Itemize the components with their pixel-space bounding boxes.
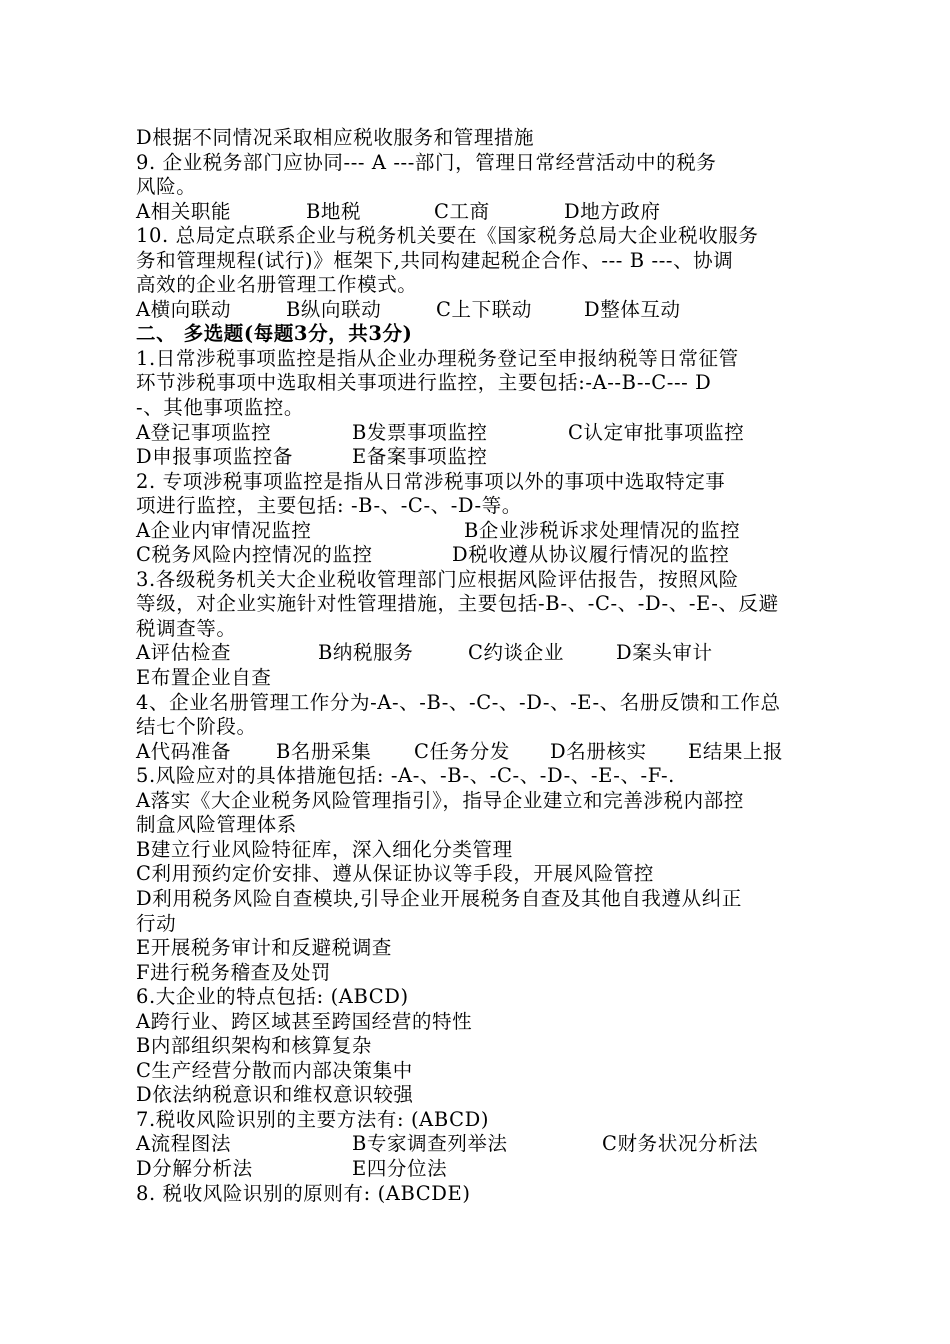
option: B纳税服务: [318, 641, 414, 665]
option: B专家调查列举法: [352, 1132, 508, 1156]
question-m4: 4、企业名册管理工作分为-A-、-B-、-C-、-D-、-E-、名册反馈和工作总: [136, 690, 781, 714]
text-line: 税调查等。: [136, 616, 237, 640]
text-line: 行动: [136, 911, 177, 935]
options-row-m3: [136, 641, 826, 666]
text-line: -、其他事项监控。: [136, 396, 304, 420]
option: D地方政府: [564, 199, 661, 223]
options-row-m4: [136, 740, 826, 765]
option: B纵向联动: [286, 297, 382, 321]
option: E备案事项监控: [352, 445, 488, 469]
option: C工商: [434, 199, 490, 223]
option: D整体互动: [584, 297, 681, 321]
text-line: D依法纳税意识和维权意识较强: [136, 1083, 414, 1107]
option: A企业内审情况监控: [136, 518, 312, 542]
text-line: C利用预约定价安排、遵从保证协议等手段，开展风险管控: [136, 862, 655, 886]
question-m2: 2. 专项涉税事项监控是指从日常涉税事项以外的事项中选取特定事: [136, 469, 726, 493]
question-m6: 6.大企业的特点包括: (ABCD): [136, 985, 409, 1009]
option: C财务状况分析法: [602, 1132, 759, 1156]
text-line: B内部组织架构和核算复杂: [136, 1034, 373, 1058]
text-line: A落实《大企业税务风险管理指引》，指导企业建立和完善涉税内部控: [136, 788, 744, 812]
text-line: 制盒风险管理体系: [136, 813, 297, 837]
options-row-m7b: [136, 1157, 826, 1182]
document-body: [136, 126, 826, 1206]
options-row-q9: [136, 200, 826, 225]
option: C认定审批事项监控: [568, 420, 745, 444]
text-line: 务和管理规程(试行)》框架下,共同构建起税企合作、--- B ---、协调: [136, 248, 734, 272]
text-line: E开展税务审计和反避税调查: [136, 936, 393, 960]
question-9: 9. 企业税务部门应协同--- A ---部门，管理日常经营活动中的税务: [136, 150, 717, 174]
options-row-m1b: [136, 445, 826, 470]
option: A代码准备: [136, 739, 232, 763]
option: A评估检查: [136, 641, 232, 665]
option: C税务风险内控情况的监控: [136, 543, 373, 567]
options-row-m2b: [136, 543, 826, 568]
option: D分解分析法: [136, 1156, 253, 1180]
section-heading: 二、 多选题(每题3分，共3分): [136, 322, 413, 346]
text-line: C生产经营分散而内部决策集中: [136, 1058, 413, 1082]
option: E结果上报: [688, 739, 784, 763]
options-row-m2a: [136, 519, 826, 544]
option: D案头审计: [616, 641, 713, 665]
options-row-q10: [136, 298, 826, 323]
option: C约谈企业: [468, 641, 564, 665]
question-m7: 7.税收风险识别的主要方法有: (ABCD): [136, 1107, 490, 1131]
option: A相关职能: [136, 199, 232, 223]
options-row-m7a: [136, 1132, 826, 1157]
option: B企业涉税诉求处理情况的监控: [464, 518, 741, 542]
text-line: 高效的企业名册管理工作模式。: [136, 273, 418, 297]
text-line: A跨行业、跨区域甚至跨国经营的特性: [136, 1009, 473, 1033]
text-line: D利用税务风险自查模块,引导企业开展税务自查及其他自我遵从纠正: [136, 886, 742, 910]
option: A登记事项监控: [136, 420, 272, 444]
option: C任务分发: [414, 739, 510, 763]
question-10: 10. 总局定点联系企业与税务机关要在《国家税务总局大企业税收服务: [136, 224, 759, 248]
text-line: F进行税务稽查及处罚: [136, 960, 332, 984]
text-line: 环节涉税事项中选取相关事项进行监控，主要包括:-A--B--C--- D: [136, 371, 712, 395]
question-m8: 8. 税收风险识别的原则有: (ABCDE): [136, 1181, 471, 1205]
option: D申报事项监控备: [136, 445, 293, 469]
option: A流程图法: [136, 1132, 232, 1156]
question-m3: 3.各级税务机关大企业税收管理部门应根据风险评估报告，按照风险: [136, 567, 739, 591]
text-line: B建立行业风险特征库，深入细化分类管理: [136, 837, 513, 861]
question-m5: 5.风险应对的具体措施包括: -A-、-B-、-C-、-D-、-E-、-F-.: [136, 764, 675, 788]
option: D名册核实: [550, 739, 647, 763]
option: E四分位法: [352, 1156, 448, 1180]
text-line: E布置企业自查: [136, 666, 272, 690]
question-m1: 1.日常涉税事项监控是指从企业办理税务登记至申报纳税等日常征管: [136, 346, 739, 370]
option: B发票事项监控: [352, 420, 488, 444]
option: B地税: [306, 199, 362, 223]
text-line: 等级，对企业实施针对性管理措施，主要包括-B-、-C-、-D-、-E-、反避: [136, 592, 779, 616]
text-line: 风险。: [136, 175, 197, 199]
text-line: 项进行监控，主要包括: -B-、-C-、-D-等。: [136, 494, 522, 518]
option: D税收遵从协议履行情况的监控: [452, 543, 730, 567]
text-line: 结七个阶段。: [136, 715, 257, 739]
options-row-m1a: [136, 421, 826, 446]
option: A横向联动: [136, 297, 232, 321]
option: C上下联动: [436, 297, 532, 321]
option: B名册采集: [276, 739, 372, 763]
text-line: D根据不同情况采取相应税收服务和管理措施: [136, 126, 535, 149]
